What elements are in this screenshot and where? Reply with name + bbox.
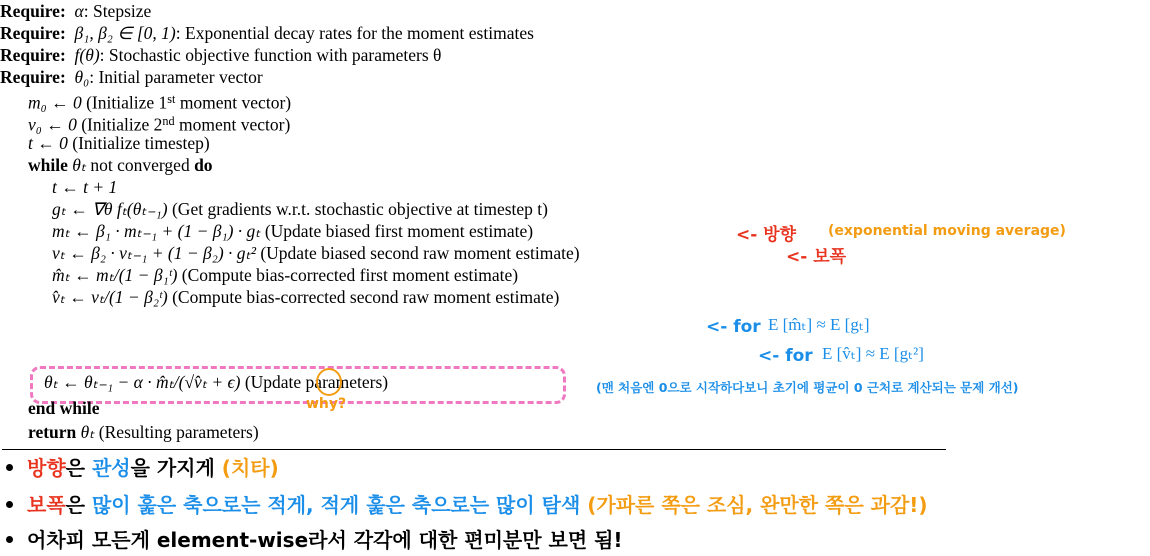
return-keyword: return [28,422,77,442]
math-symbol: β₁, β₂ ∈ [0, 1) [74,23,176,43]
bullet-term: 많이 훑은 축으로는 적게, 적게 훑은 축으로는 많이 탐색 [91,493,581,517]
comment-text: not converged [86,155,195,175]
step-v-line [52,242,580,264]
math-expr: ) [234,372,241,392]
while-line [28,154,213,176]
bullet-text: 어차피 모든게 element-wise라서 각각에 대한 편미분만 보면 됨! [27,528,623,552]
require-keyword: Require: [0,67,66,87]
while-keyword: while [28,155,68,175]
bullet-text: 은 [65,456,92,480]
bullet-dot [6,536,13,543]
step-t-line [52,176,117,198]
bullet-term: 관성 [91,456,131,480]
algorithm-rule [2,449,946,450]
why-annotation: why? [306,396,347,412]
require-objective [0,44,441,66]
math-expr: v̂ₜ ← vₜ/(1 − β₂ᵗ) [52,287,168,307]
direction-annotation: <- 방향 [736,225,797,245]
do-keyword: do [194,155,213,175]
math-expr: m̂ₜ ← mₜ/(1 − β₁ᵗ) [52,265,178,285]
bias-correction-note: (맨 처음엔 0으로 시작하다보니 초기에 평균이 0 근처로 계산되는 문제 개선) [596,380,1019,395]
math-symbol: f(θ) [74,45,100,65]
bullet-aside: (가파른 쪽은 조심, 완만한 쪽은 과감!) [587,493,928,517]
comment-text: (Initialize timestep) [67,133,210,153]
vhat-expectation: E [v̂ₜ] ≈ E [gₜ²] [822,344,924,363]
epsilon-symbol: ϵ [227,372,235,392]
end-while-line: end while [28,398,100,418]
comment-text: moment vector) [174,114,291,135]
bullet-direction [6,455,279,481]
require-text: : Stochastic objective function with parameters θ [99,45,442,65]
bullet-dot [6,464,13,471]
comment-text: (Update biased first moment estimate) [260,221,534,241]
comment-text: (Get gradients w.r.t. stochastic objective at timestep t) [167,199,548,219]
superscript: nd [162,114,175,128]
comment-text: (Resulting parameters) [94,422,259,442]
init-t-line [28,132,210,154]
math-expr: vₜ ← β₂ · vₜ₋₁ + (1 − β₂) · gₜ² [52,243,256,263]
epsilon-circle [316,368,342,396]
step-mhat-line [52,264,518,286]
ema-note: (exponential moving average) [828,223,1066,239]
bullet-text: 은 [65,493,92,517]
bullet-aside: (치타) [221,456,279,480]
step-m-line [52,220,533,242]
comment-text: (Initialize 1 [81,92,168,113]
comment-text: (Initialize 2 [76,114,163,135]
math-symbol: α [74,1,84,21]
math-expr: mₜ ← β₁ · mₜ₋₁ + (1 − β₁) · gₜ [52,221,261,241]
require-text: : Initial parameter vector [89,67,263,87]
step-vhat-line [52,286,559,308]
math-expr: θₜ ← θₜ₋₁ − α · m̂ₜ/(√v̂ₜ + [44,372,228,392]
bullet-text: 을 가지게 [130,456,222,480]
require-decay-rates [0,22,534,44]
mhat-for-annotation: <- for [706,317,761,337]
require-keyword: Require: [0,23,66,43]
math-expr: gₜ ← ∇θ fₜ(θₜ₋₁) [52,199,168,219]
math-expr: θₜ [72,155,87,175]
require-stepsize [0,0,151,22]
bullet-term: 보폭 [27,493,66,517]
superscript: st [167,92,176,106]
step-g-line [52,198,548,220]
comment-text: (Compute bias-corrected second raw moment estimate) [167,287,560,307]
require-text: : Stepsize [83,1,152,21]
bullet-dot [6,501,13,508]
mhat-expectation: E [m̂ₜ] ≈ E [gₜ] [768,315,870,334]
math-symbol: θ₀ [74,67,90,87]
vhat-for-annotation: <- for [758,346,813,366]
comment-text: (Update biased second raw moment estimate) [255,243,580,263]
require-keyword: Require: [0,1,66,21]
require-keyword: Require: [0,45,66,65]
comment-text: moment vector) [175,92,292,113]
math-expr: v₀ ← 0 [28,114,77,135]
math-expr: θₜ [80,422,95,442]
math-expr: t ← t + 1 [52,177,118,197]
stride-annotation: <- 보폭 [786,247,847,267]
require-initial-params [0,66,263,88]
comment-text: (Compute bias-corrected first moment estimate) [177,265,519,285]
bullet-term: 방향 [27,456,66,480]
math-expr: t ← 0 [28,133,68,153]
bullet-elementwise [6,527,623,553]
return-line [28,421,259,443]
math-expr: m₀ ← 0 [28,92,82,113]
bullet-stride [6,492,928,518]
require-text: : Exponential decay rates for the moment estimates [175,23,534,43]
comment-text: (Update parameters) [240,372,389,392]
